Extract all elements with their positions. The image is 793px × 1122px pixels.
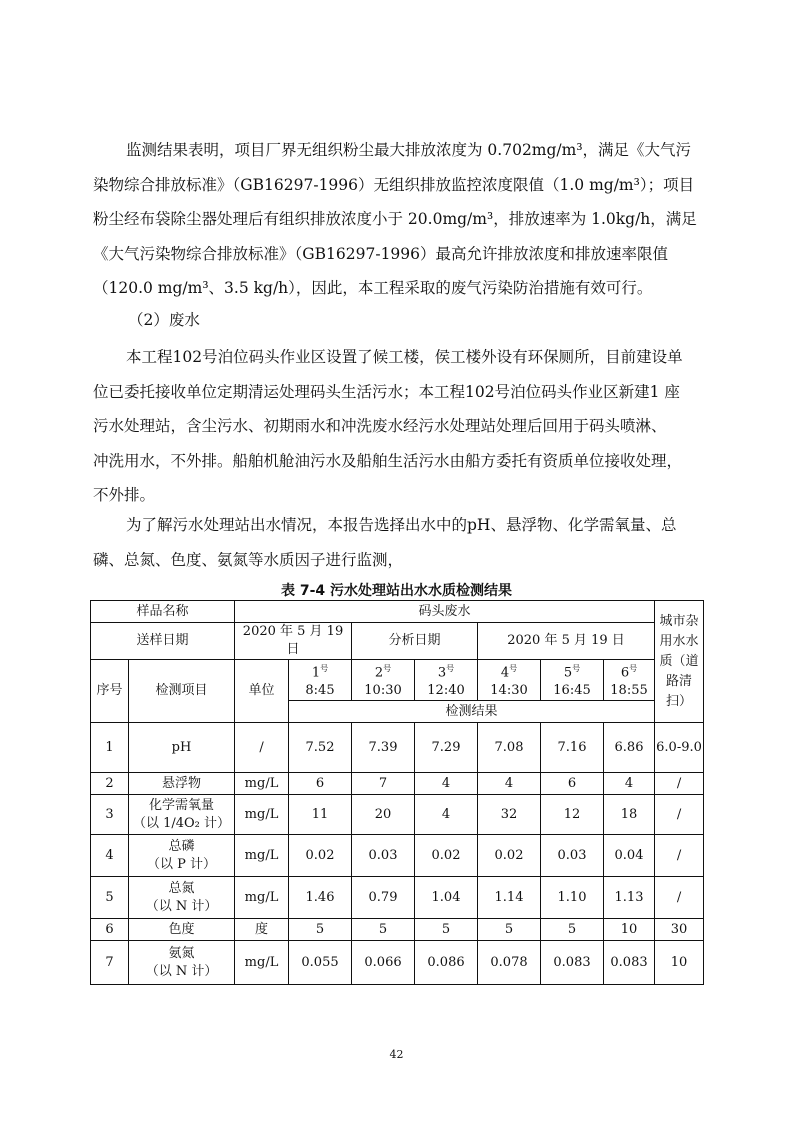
- row-value: 0.066: [352, 941, 415, 985]
- table-row: [91, 795, 704, 835]
- standard-header: [655, 601, 704, 723]
- item-name: 色度: [168, 921, 195, 937]
- item-header: 检测项目: [129, 660, 235, 723]
- seq-label: 序号: [96, 683, 123, 699]
- sample-time: 18:55: [610, 683, 648, 699]
- sample-time: 12:40: [427, 683, 465, 699]
- item-name: 悬浮物: [162, 775, 202, 791]
- row-value: 7.16: [541, 723, 604, 773]
- row-value: 6: [289, 773, 352, 795]
- row-value: 7.08: [478, 723, 541, 773]
- row-seq: 4: [91, 835, 129, 877]
- row-item: [129, 795, 235, 835]
- row-unit: mg/L: [235, 877, 289, 919]
- sample-header-cell: [352, 660, 415, 701]
- sample-time: 14:30: [490, 683, 528, 699]
- row-seq: 3: [91, 795, 129, 835]
- paragraph-wastewater-treatment: [93, 340, 705, 513]
- sample-header-cell: [541, 660, 604, 701]
- row-standard: /: [655, 795, 704, 835]
- row-seq: 6: [91, 919, 129, 941]
- row-value: 0.083: [541, 941, 604, 985]
- row-unit: mg/L: [235, 773, 289, 795]
- sample-name-value: 码头废水: [235, 601, 655, 623]
- sample-number: $4^号$: [500, 664, 518, 681]
- text-line: （120.0 mg/m³、3.5 kg/h），因此，本工程采取的废气污染防治措施有效可行。: [93, 279, 653, 297]
- row-value: 4: [604, 773, 655, 795]
- sample-number: $6^号$: [620, 664, 638, 681]
- row-value: 11: [289, 795, 352, 835]
- text-line: 本工程102号泊位码头作业区设置了候工楼，侯工楼外设有环保厕所，目前建设单: [126, 348, 683, 366]
- row-value: 12: [541, 795, 604, 835]
- row-value: 5: [352, 919, 415, 941]
- row-value: 7.29: [415, 723, 478, 773]
- row-value: 0.083: [604, 941, 655, 985]
- row-value: 7: [352, 773, 415, 795]
- text-line: 染物综合排放标准》（GB16297-1996）无组织排放监控浓度限值（1.0 mg/m³）；项目: [93, 175, 695, 194]
- sample-header-cell: [478, 660, 541, 701]
- row-item: [129, 835, 235, 877]
- row-standard: /: [655, 877, 704, 919]
- sample-time: 16:45: [553, 683, 591, 699]
- item-basis: （以 N 计）: [145, 898, 218, 914]
- row-value: 6: [541, 773, 604, 795]
- item-name: 化学需氧量: [149, 797, 215, 813]
- sample-number: $3^号$: [437, 664, 455, 681]
- text-line: 为了解污水处理站出水情况，本报告选择出水中的pH、悬浮物、化学需氧量、总: [126, 516, 677, 534]
- table-row: [91, 919, 704, 941]
- row-value: 5: [415, 919, 478, 941]
- table-row: [91, 773, 704, 795]
- sample-header-cell: [604, 660, 655, 701]
- row-value: 1.46: [289, 877, 352, 919]
- item-basis: （以 P 计）: [147, 856, 217, 872]
- row-value: 0.04: [604, 835, 655, 877]
- row-value: 7.39: [352, 723, 415, 773]
- table-caption: 表 7-4 污水处理站出水水质检测结果: [280, 583, 513, 599]
- send-date-label: 送样日期: [91, 623, 235, 660]
- row-value: 4: [478, 773, 541, 795]
- text-line: 磷、总氮、色度、氨氮等水质因子进行监测，: [93, 550, 404, 569]
- analysis-date-value: 2020 年 5 月 19 日: [478, 623, 655, 660]
- row-seq: 2: [91, 773, 129, 795]
- text-line: 不外排。: [93, 486, 156, 504]
- row-standard: /: [655, 835, 704, 877]
- row-unit: mg/L: [235, 835, 289, 877]
- row-value: 5: [478, 919, 541, 941]
- row-value: 0.03: [352, 835, 415, 877]
- row-value: 4: [415, 795, 478, 835]
- row-standard: /: [655, 773, 704, 795]
- row-value: 10: [604, 919, 655, 941]
- row-seq: 7: [91, 941, 129, 985]
- sample-header-cell: [415, 660, 478, 701]
- item-name: 总氮: [168, 880, 195, 896]
- item-name: pH: [171, 739, 192, 755]
- row-standard: 6.0-9.0: [655, 723, 704, 773]
- unit-header: 单位: [235, 660, 289, 723]
- page-number: 42: [389, 1048, 404, 1061]
- row-unit: mg/L: [235, 795, 289, 835]
- row-value: 0.79: [352, 877, 415, 919]
- table-row: [91, 723, 704, 773]
- text-line: 位已委托接收单位定期清运处理码头生活污水；本工程102号泊位码头作业区新建1 座: [93, 382, 680, 401]
- row-value: 0.055: [289, 941, 352, 985]
- row-value: 1.14: [478, 877, 541, 919]
- row-item: [129, 919, 235, 941]
- row-value: 0.086: [415, 941, 478, 985]
- sample-number: $2^号$: [374, 664, 392, 681]
- sample-time: 10:30: [364, 683, 402, 699]
- paragraph-monitoring-intro: [93, 508, 705, 577]
- row-value: 0.02: [289, 835, 352, 877]
- row-seq: 5: [91, 877, 129, 919]
- sample-time: 8:45: [305, 683, 335, 699]
- item-name: 氨氮: [168, 945, 195, 961]
- row-value: 0.078: [478, 941, 541, 985]
- row-unit: mg/L: [235, 941, 289, 985]
- row-unit: 度: [235, 919, 289, 941]
- row-value: 1.10: [541, 877, 604, 919]
- row-value: 0.02: [415, 835, 478, 877]
- standard-label: 城市杂用水水质（道路清扫）: [659, 613, 699, 709]
- item-name: 总磷: [168, 838, 195, 854]
- table-row: [91, 835, 704, 877]
- item-basis: （以 1/4O₂ 计）: [132, 815, 231, 831]
- row-value: 4: [415, 773, 478, 795]
- result-header: 检测结果: [289, 701, 655, 723]
- analysis-date-label: 分析日期: [352, 623, 478, 660]
- sample-name-label: 样品名称: [91, 601, 235, 623]
- row-value: 0.02: [478, 835, 541, 877]
- row-value: 0.03: [541, 835, 604, 877]
- row-value: 20: [352, 795, 415, 835]
- row-value: 1.13: [604, 877, 655, 919]
- text-line: 《大气污染物综合排放标准》（GB16297-1996）最高允许排放浓度和排放速率限值: [93, 244, 669, 263]
- row-item: [129, 773, 235, 795]
- paragraph-air-results: [93, 133, 705, 306]
- send-date-value: 2020 年 5 月 19 日: [235, 623, 352, 660]
- text-line: 监测结果表明，项目厂界无组织粉尘最大排放浓度为 0.702mg/m³，满足《大气污: [126, 141, 692, 159]
- text-line: 冲洗用水，不外排。船舶机舱油污水及船舶生活污水由船方委托有资质单位接收处理，: [93, 451, 683, 470]
- row-unit: /: [235, 723, 289, 773]
- seq-header: [91, 660, 129, 723]
- text-line: 粉尘经布袋除尘器处理后有组织排放浓度小于 20.0mg/m³，排放速率为 1.0kg/h，满足: [93, 210, 697, 228]
- text-line: 污水处理站，含尘污水、初期雨水和冲洗废水经污水处理站处理后回用于码头喷淋、: [93, 417, 667, 435]
- table-row: [91, 877, 704, 919]
- sample-number: $1^号$: [311, 664, 329, 681]
- row-standard: 10: [655, 941, 704, 985]
- row-item: [129, 941, 235, 985]
- row-item: [129, 723, 235, 773]
- row-seq: 1: [91, 723, 129, 773]
- row-value: 5: [541, 919, 604, 941]
- table-row: [91, 941, 704, 985]
- item-basis: （以 N 计）: [145, 963, 218, 979]
- sample-header-cell: [289, 660, 352, 701]
- sample-number: $5^号$: [563, 664, 581, 681]
- row-standard: 30: [655, 919, 704, 941]
- row-value: 1.04: [415, 877, 478, 919]
- row-value: 18: [604, 795, 655, 835]
- row-item: [129, 877, 235, 919]
- row-value: 5: [289, 919, 352, 941]
- row-value: 7.52: [289, 723, 352, 773]
- water-quality-table: [90, 600, 704, 985]
- row-value: 32: [478, 795, 541, 835]
- section-heading-wastewater: （2）废水: [128, 311, 200, 329]
- row-value: 6.86: [604, 723, 655, 773]
